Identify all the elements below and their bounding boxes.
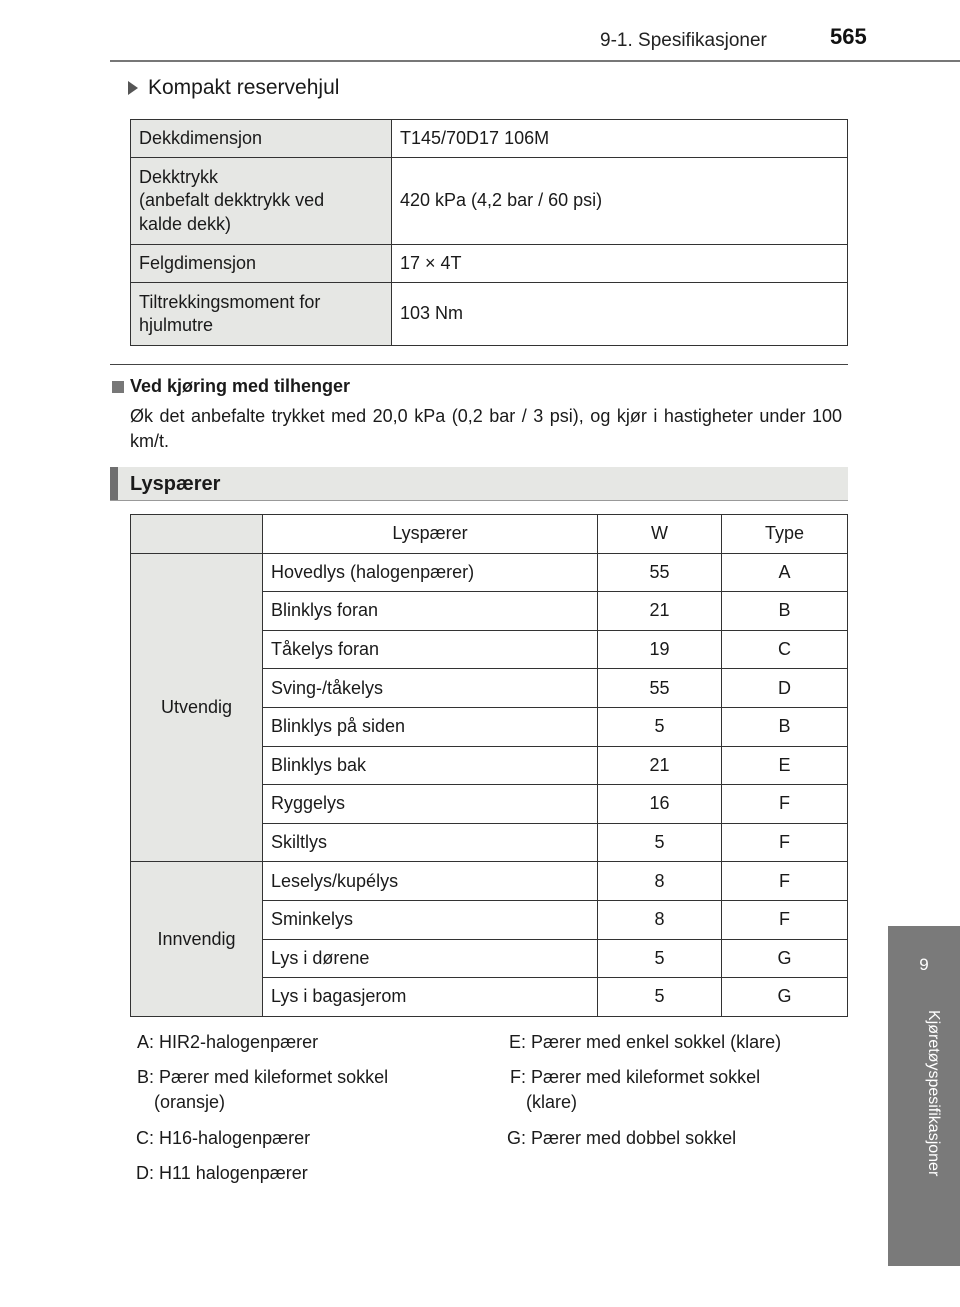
bulb-wattage: 5: [598, 707, 722, 746]
legend-key: F:: [510, 1067, 526, 1088]
bulb-wattage: 21: [598, 592, 722, 631]
bulb-name: Sminkelys: [263, 900, 598, 939]
bulb-type: G: [722, 978, 848, 1017]
table-row: [131, 120, 848, 158]
bulb-wattage: 16: [598, 785, 722, 824]
spare-wheel-heading: [128, 76, 339, 100]
legend-text: H16-halogenpærer: [159, 1127, 311, 1148]
legend-item: [500, 1126, 840, 1151]
bulb-name: Blinklys bak: [263, 746, 598, 785]
trailer-note-title: Ved kjøring med tilhenger: [130, 376, 351, 396]
legend-item: [500, 1030, 840, 1055]
bulbs-section-title: Lyspærer: [130, 473, 221, 495]
bulb-wattage: 19: [598, 630, 722, 669]
spec-value: 17 × 4T: [392, 245, 848, 283]
bulb-name: Leselys/kupélys: [263, 862, 598, 901]
bulb-type: C: [722, 630, 848, 669]
bulb-type: D: [722, 669, 848, 708]
trailer-note-heading: [112, 376, 350, 397]
legend-key: C:: [136, 1127, 154, 1148]
bulb-name: Lys i dørene: [263, 939, 598, 978]
bulb-type: A: [722, 553, 848, 592]
bulb-wattage: 5: [598, 823, 722, 862]
column-header-w: W: [598, 515, 722, 554]
bulb-type: B: [722, 707, 848, 746]
table-row: [131, 553, 848, 592]
bulb-type: F: [722, 785, 848, 824]
page-number: 565: [830, 24, 867, 49]
legend-item: [128, 1065, 488, 1115]
bulb-name: Sving-/tåkelys: [263, 669, 598, 708]
legend-item: [128, 1030, 488, 1055]
table-row: [131, 245, 848, 283]
chapter-tab: [888, 1004, 960, 1266]
chapter-tab-number: 9: [888, 926, 960, 1004]
bulb-type: E: [722, 746, 848, 785]
group-label: Utvendig: [131, 553, 263, 862]
legend-text: Pærer med dobbel sokkel: [531, 1127, 737, 1148]
legend-text: HIR2-halogenpærer: [159, 1032, 319, 1052]
bulb-wattage: 21: [598, 746, 722, 785]
bulb-type: B: [722, 592, 848, 631]
section-divider: [110, 364, 848, 365]
chapter-tab-label: Kjøretøyspesifikasjoner: [925, 1010, 942, 1177]
legend-text: Pærer med kileformet sokkel: [159, 1067, 389, 1088]
legend-key: G:: [506, 1127, 526, 1148]
bulb-type: F: [722, 862, 848, 901]
bulb-wattage: 8: [598, 900, 722, 939]
spec-value: T145/70D17 106M: [392, 120, 848, 158]
bulb-wattage: 5: [598, 939, 722, 978]
spec-label-text: Tiltrekkingsmoment for hjulmutre: [139, 291, 321, 335]
table-row: [131, 158, 848, 245]
bulb-name: Skiltlys: [263, 823, 598, 862]
bulb-wattage: 55: [598, 553, 722, 592]
column-header-type: Type: [722, 515, 848, 554]
bulb-wattage: 55: [598, 669, 722, 708]
bulb-wattage: 8: [598, 862, 722, 901]
bulb-name: Tåkelys foran: [263, 630, 598, 669]
triangle-bullet-icon: [128, 81, 138, 95]
legend-text: Pærer med enkel sokkel (klare): [531, 1032, 782, 1052]
header-blank-cell: [131, 515, 263, 554]
legend-item: [128, 1126, 488, 1151]
bulb-name: Lys i bagasjerom: [263, 978, 598, 1017]
spare-wheel-table: [130, 119, 848, 346]
spec-label: Dekkdimensjon: [131, 120, 392, 158]
spec-label-text: Dekktrykk (anbefalt dekktrykk ved kalde dekk): [139, 166, 325, 234]
bulb-wattage: 5: [598, 978, 722, 1017]
bulb-type: F: [722, 900, 848, 939]
bulb-name: Ryggelys: [263, 785, 598, 824]
table-row: [131, 283, 848, 346]
bulb-name: Hovedlys (halogenpærer): [263, 553, 598, 592]
header-section-title: 9-1. Spesifikasjoner: [600, 30, 767, 51]
group-label: Innvendig: [131, 862, 263, 1016]
legend-key: E:: [508, 1032, 526, 1052]
column-header-name: Lyspærer: [263, 515, 598, 554]
bulb-type: F: [722, 823, 848, 862]
legend-left: [128, 1030, 488, 1186]
legend-item: [128, 1161, 488, 1186]
spec-label: [131, 158, 392, 245]
bulb-name: Blinklys på siden: [263, 707, 598, 746]
table-header-row: [131, 515, 848, 554]
legend-text: H11 halogenpærer: [159, 1162, 308, 1183]
bulbs-table: [130, 514, 848, 1017]
trailer-note-text: Øk det anbefalte trykket med 20,0 kPa (0,2 bar / 3 psi), og kjør i hastigheter under 100 km/t.: [130, 406, 842, 452]
legend-text: Pærer med kileformet sokkel: [531, 1067, 761, 1088]
spare-wheel-title: Kompakt reservehjul: [148, 76, 340, 99]
legend-key: B:: [136, 1067, 154, 1088]
legend-text-cont: (oransje): [154, 1092, 226, 1113]
header-rule: [110, 60, 960, 62]
legend-key: D:: [136, 1162, 154, 1183]
legend-key: A:: [136, 1032, 154, 1052]
spec-label: Felgdimensjon: [131, 245, 392, 283]
bulb-name: Blinklys foran: [263, 592, 598, 631]
table-row: [131, 862, 848, 901]
spec-value: 103 Nm: [392, 283, 848, 346]
bulb-type: G: [722, 939, 848, 978]
bulbs-section-header: [110, 467, 848, 501]
spec-label: [131, 283, 392, 346]
legend-text-cont: (klare): [526, 1092, 578, 1113]
spec-value: 420 kPa (4,2 bar / 60 psi): [392, 158, 848, 245]
square-bullet-icon: [112, 381, 124, 393]
legend-right: [500, 1030, 840, 1151]
section-underline: [110, 500, 848, 501]
legend-item: [500, 1065, 840, 1115]
